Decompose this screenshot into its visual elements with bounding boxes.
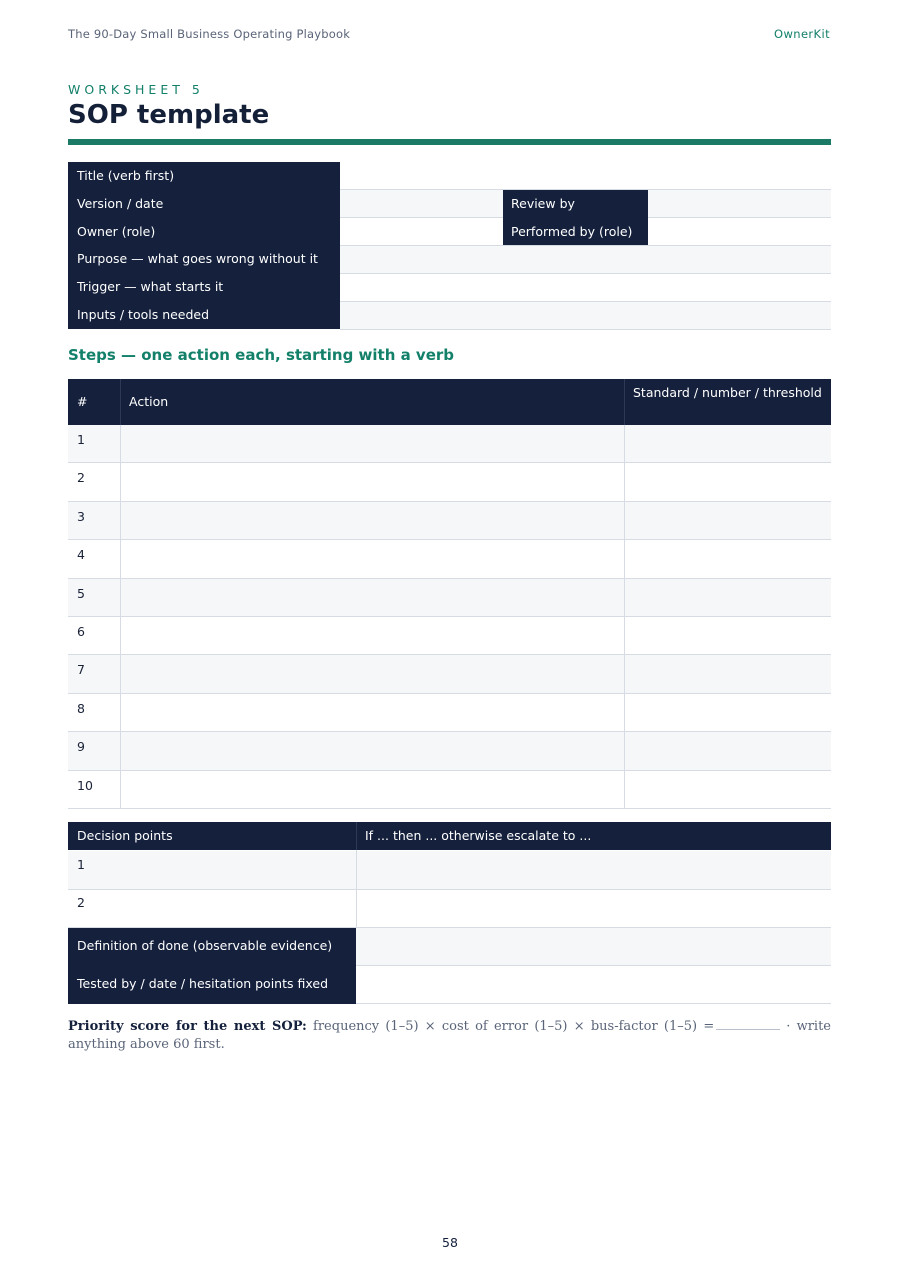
inputs-field[interactable] [340,302,831,329]
step-number: 10 [77,777,93,793]
col-header-action: Action [129,394,169,409]
trigger-label: Trigger — what starts it [77,279,224,294]
title-rule [68,139,831,145]
tested-by-field[interactable] [356,966,831,1003]
priority-score-note [68,1018,831,1054]
review-by-field[interactable] [648,190,831,217]
divider [648,217,831,218]
step-number: 5 [77,585,85,601]
priority-score-tail: · write anything above 60 first. [68,1019,831,1052]
title-label: Title (verb first) [77,168,175,183]
divider [340,245,831,246]
divider [340,217,503,218]
page-title: SOP template [68,100,270,130]
divider [340,301,831,302]
divider [340,189,831,190]
step-number: 7 [77,662,85,678]
review-by-label: Review by [511,196,575,211]
page-number: 58 [442,1235,458,1250]
divider [340,273,831,274]
step-row[interactable] [68,502,831,540]
purpose-field[interactable] [340,246,831,273]
divider [356,850,357,928]
divider [356,1003,831,1004]
brand-name: OwnerKit [774,27,830,41]
worksheet-eyebrow: WORKSHEET 5 [68,82,204,97]
trigger-field[interactable] [340,274,831,301]
col-header-decision: Decision points [77,828,173,843]
title-field[interactable] [340,162,831,189]
step-row[interactable] [68,655,831,693]
step-row[interactable] [68,463,831,501]
step-row[interactable] [68,694,831,732]
step-row[interactable] [68,732,831,770]
info-label-column [68,162,340,329]
performed-by-field[interactable] [648,218,831,245]
col-header-standard: Standard / number / threshold [633,385,822,400]
step-row[interactable] [68,771,831,809]
step-number: 6 [77,624,85,639]
step-row[interactable] [68,425,831,463]
priority-score-lead: Priority score for the next SOP: [68,1019,307,1034]
version-label: Version / date [77,196,164,211]
divider [68,808,831,809]
step-number: 8 [77,700,85,716]
decision-row[interactable] [68,890,831,927]
decision-row-number: 2 [77,895,85,910]
steps-heading: Steps — one action each, starting with a verb [68,346,455,364]
decision-row[interactable] [68,851,831,889]
decision-row-number: 1 [77,857,85,872]
score-blank[interactable] [716,1018,780,1030]
definition-of-done-field[interactable] [356,928,831,965]
step-number: 2 [77,470,85,486]
owner-field[interactable] [340,218,503,245]
step-row[interactable] [68,579,831,617]
performed-by-label: Performed by (role) [511,224,633,239]
divider [624,425,625,809]
col-header-rule: If ... then ... otherwise escalate to ... [365,828,592,843]
step-number: 4 [77,547,85,563]
tested-by-label: Tested by / date / hesitation points fixed [77,976,329,991]
purpose-label: Purpose — what goes wrong without it [77,251,318,266]
divider [356,822,357,850]
version-field[interactable] [340,190,503,217]
owner-label: Owner (role) [77,224,156,239]
inputs-label: Inputs / tools needed [77,307,210,322]
divider [624,379,625,425]
col-header-number: # [77,394,88,409]
priority-score-formula: frequency (1–5) × cost of error (1–5) × bus-factor (1–5) = [313,1019,715,1034]
step-number: 9 [77,739,85,755]
definition-of-done-label: Definition of done (observable evidence) [77,938,333,953]
divider [340,329,831,330]
divider [120,425,121,809]
step-row[interactable] [68,617,831,655]
step-row[interactable] [68,540,831,578]
step-number: 1 [77,432,85,447]
running-header-title: The 90-Day Small Business Operating Playbook [68,27,351,41]
divider [120,379,121,425]
step-number: 3 [77,508,85,524]
